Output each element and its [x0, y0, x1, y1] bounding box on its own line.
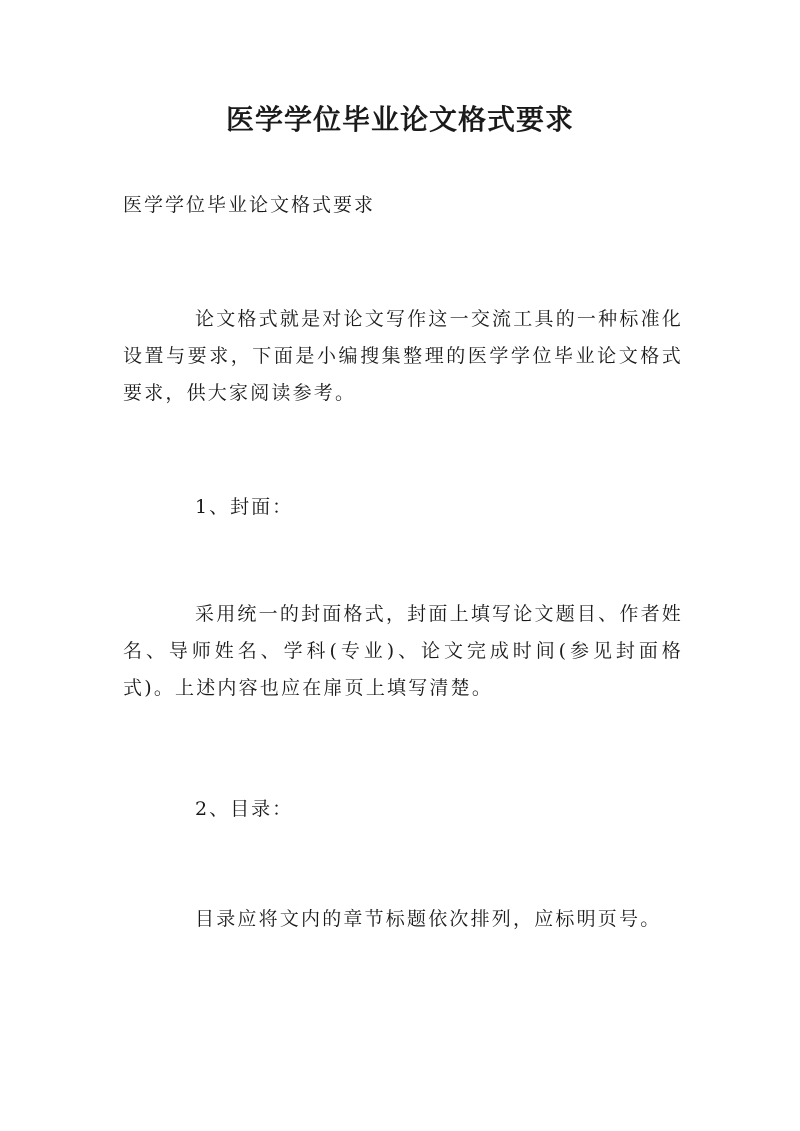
section-body-cover: 采用统一的封面格式，封面上填写论文题目、作者姓名、导师姓名、学科(专业)、论文完成时间(参见封面格式)。上述内容也应在扉页上填写清楚。 [123, 603, 683, 699]
section-body-toc: 目录应将文内的章节标题依次排列，应标明页号。 [195, 908, 662, 930]
document-title: 医学学位毕业论文格式要求 [225, 103, 574, 136]
intro-paragraph: 论文格式就是对论文写作这一交流工具的一种标准化设置与要求，下面是小编搜集整理的医学学位毕业论文格式要求，供大家阅读参考。 [123, 308, 683, 404]
section-heading-cover: 1、封面： [195, 496, 294, 518]
document-subtitle: 医学学位毕业论文格式要求 [123, 194, 376, 216]
section-heading-toc: 2、目录： [195, 798, 294, 820]
